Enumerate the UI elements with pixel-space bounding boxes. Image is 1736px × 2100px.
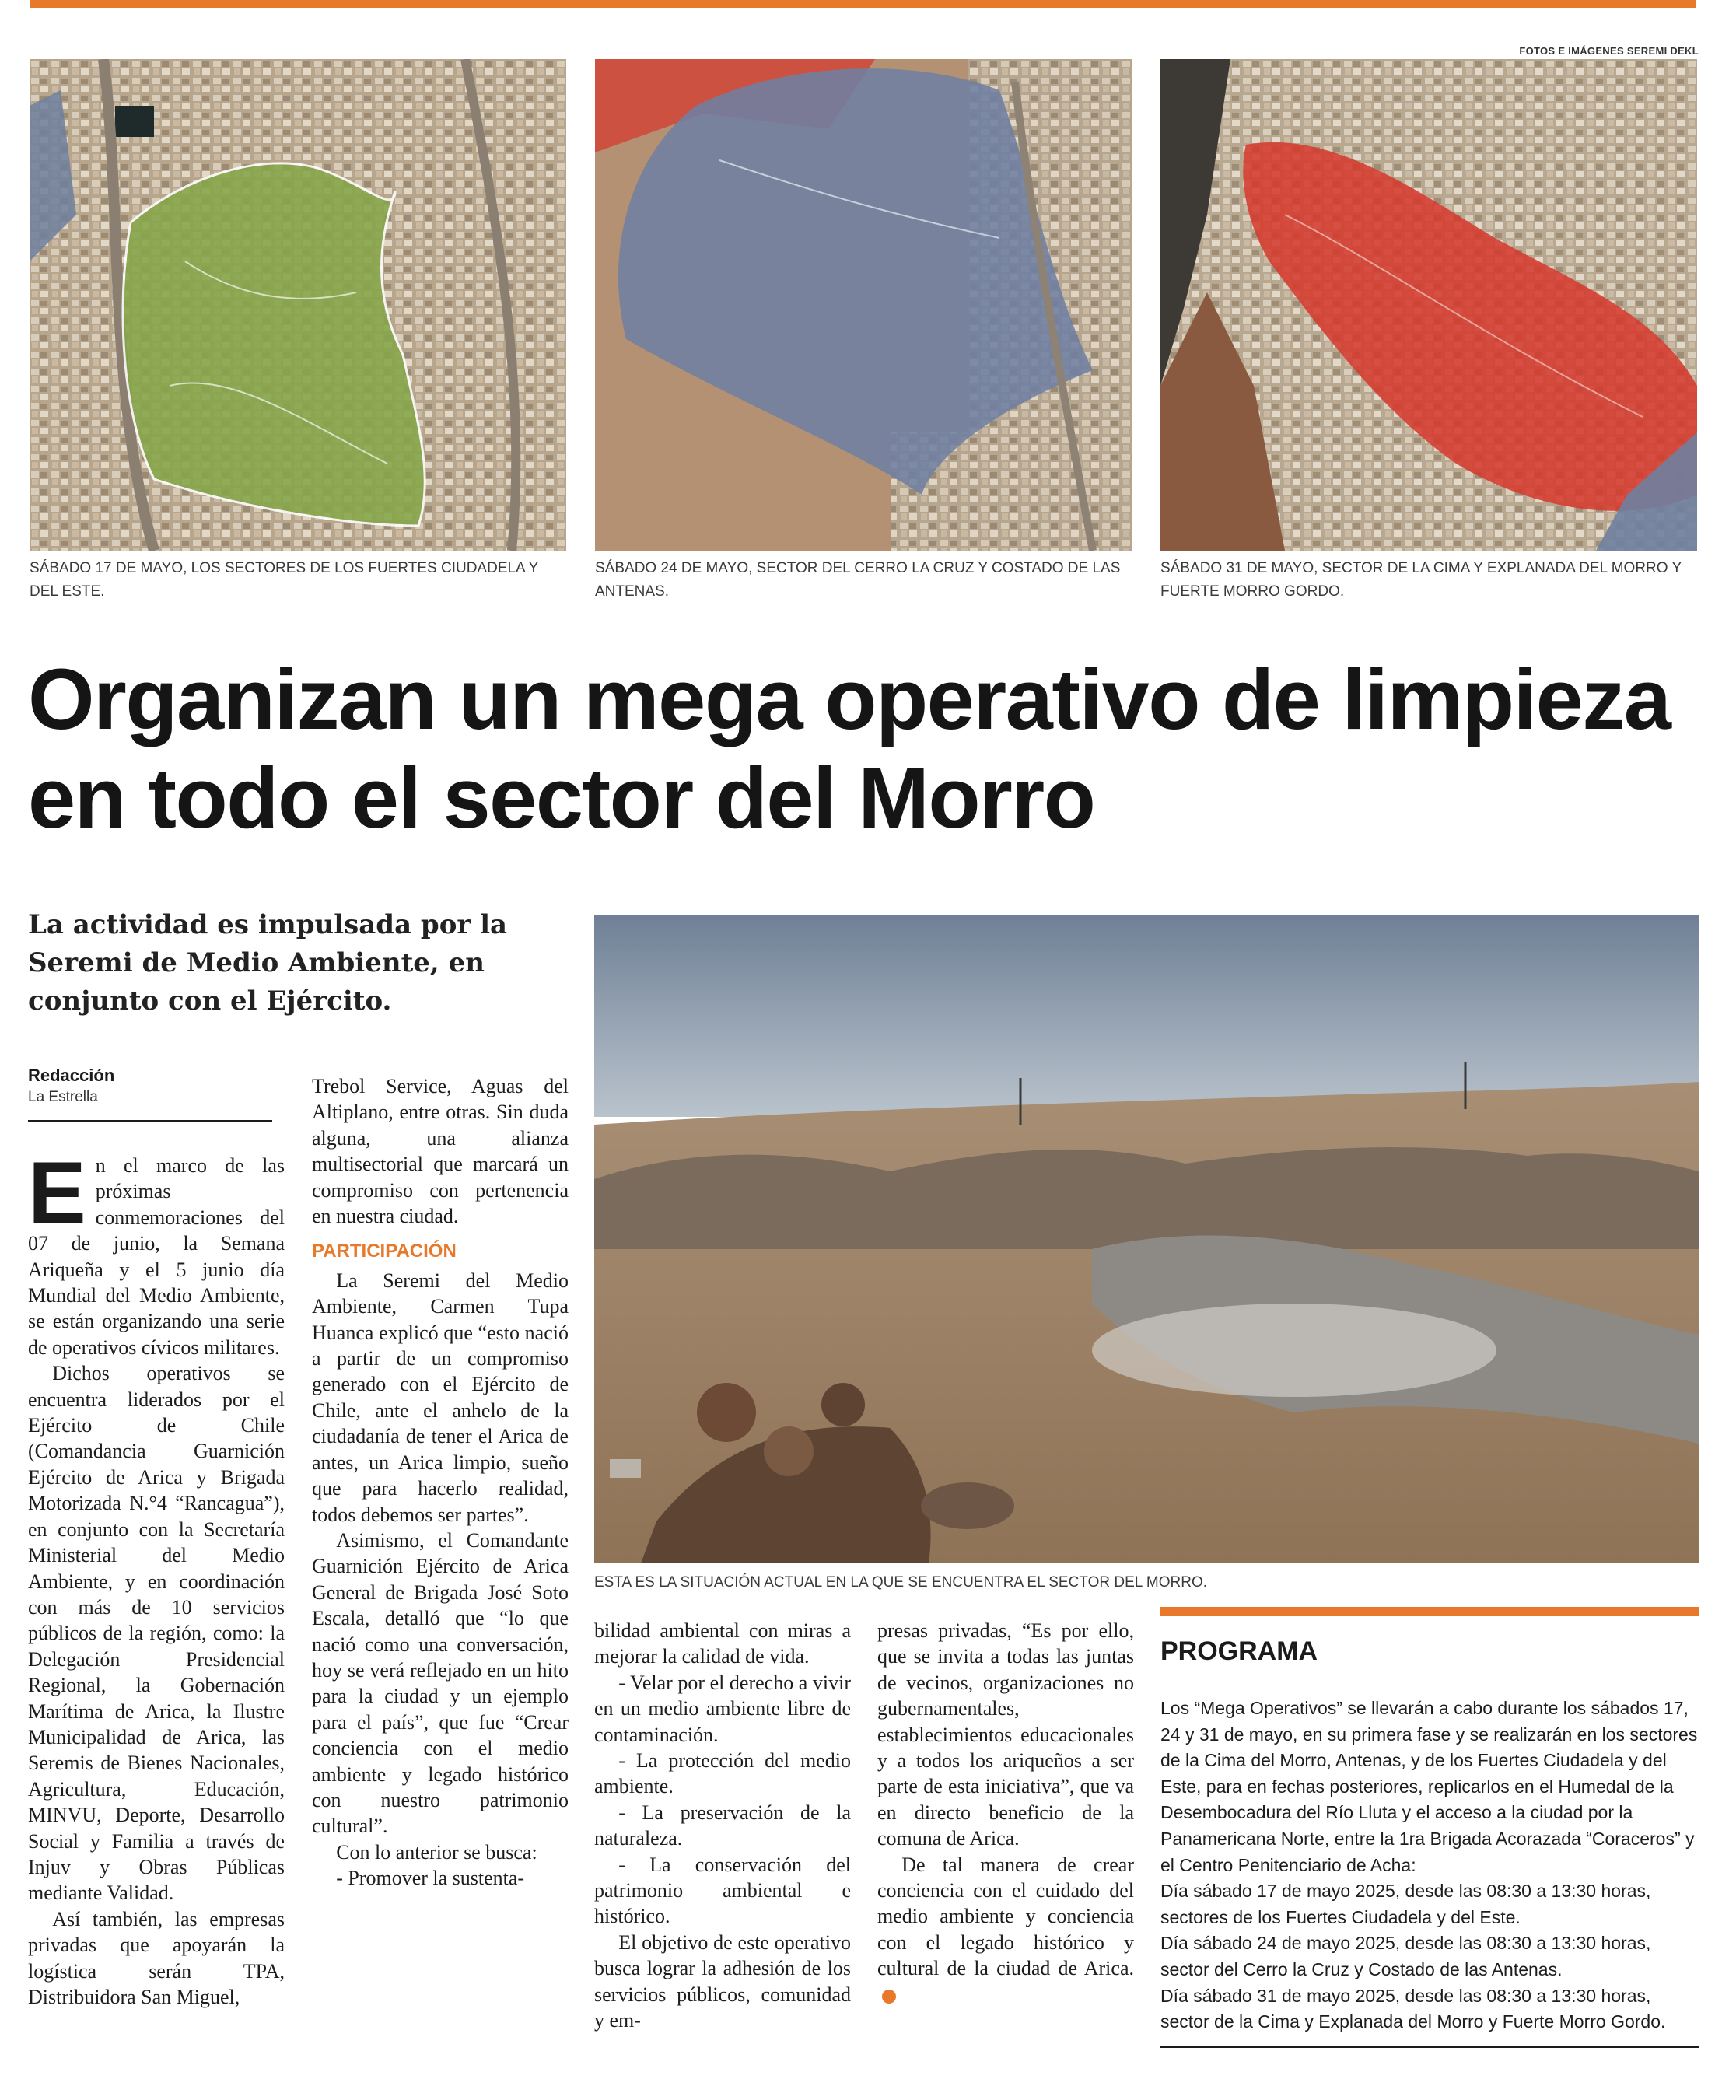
map-image-cima-morro (1160, 59, 1697, 551)
map-image-fuertes (30, 59, 566, 551)
drop-cap: E (28, 1144, 86, 1241)
paragraph: - Velar por el derecho a vivir en un medio ambiente libre de contaminación. (594, 1671, 851, 1746)
paragraph: - Promover la sustenta- (336, 1867, 525, 1890)
programa-item: Día sábado 31 de mayo 2025, desde las 08:30 a 13:30 horas, sector de la Cima y Explanada del Morro y Fuerte Morro Gordo. (1160, 1985, 1666, 2032)
programa-item: Día sábado 24 de mayo 2025, desde las 08:30 a 13:30 horas, sector del Cerro la Cruz y Costado de las Antenas. (1160, 1933, 1651, 1979)
paragraph: En el marco de las próximas conmemoraciones del 07 de junio, la Semana Ariqueña y el 5 junio día Mundial del Medio Ambiente, se están organizando una serie de operativos cívicos militares. (28, 1144, 285, 1359)
paragraph: presas privadas, “Es por ello, que se invita a todas las juntas de vecinos, organizaciones no gubernamentales, establecimientos educacionales y a todos los ariqueños a ser parte de esta iniciativa”, que va en directo beneficio de la comuna de Arica. (877, 1619, 1134, 1850)
programa-body (1160, 1696, 1699, 2048)
byline-divider (28, 1120, 272, 1122)
paragraph: El objetivo de este operativo busca lograr la adhesión de los servicios públicos, comunidad y em- (594, 1930, 851, 2032)
photo-morro-trash (594, 915, 1699, 1563)
programa-accent-bar (1160, 1607, 1699, 1616)
paragraph: De tal manera de crear conciencia con el cuidado del medio ambiente y conciencia con el legado histórico y cultural de la ciudad de Arica. (877, 1852, 1134, 2007)
map-caption-3: SÁBADO 31 DE MAYO, SECTOR DE LA CIMA Y EXPLANADA DEL MORRO Y FUERTE MORRO GORDO. (1160, 560, 1682, 600)
map-caption-2: SÁBADO 24 DE MAYO, SECTOR DEL CERRO LA CRUZ Y COSTADO DE LAS ANTENAS. (595, 560, 1121, 600)
map-caption-1: SÁBADO 17 DE MAYO, LOS SECTORES DE LOS FUERTES CIUDADELA Y DEL ESTE. (30, 560, 538, 600)
programa-item: Día sábado 17 de mayo 2025, desde las 08:30 a 13:30 horas, sectores de los Fuertes Ciudadela y del Este. (1160, 1881, 1651, 1927)
paragraph: Asimismo, el Comandante Guarnición Ejército de Arica General de Brigada José Soto Escala, detalló que “lo que nació como una conversación, hoy se verá reflejado en un hito para la ciudad y un ejemplo para el país”, que fue “Crear conciencia con el medio ambiente y legado histórico con nuestro patrimonio cultural”. (312, 1528, 569, 1838)
byline-name: Redacción (28, 1066, 115, 1085)
paragraph: - La preservación de la naturaleza. (594, 1801, 851, 1850)
paragraph: - La conservación del patrimonio ambiental e histórico. (594, 1853, 851, 1928)
top-accent-bar (30, 0, 1696, 8)
paragraph: Así también, las empresas privadas que apoyarán la logística serán TPA, Distribuidora San Miguel, (28, 1907, 285, 2008)
paragraph: - La protección del medio ambiente. (594, 1749, 851, 1798)
end-mark-icon (882, 1990, 896, 2004)
article-column-4 (877, 1618, 1134, 2007)
programa-bottom-rule (1160, 2046, 1699, 2048)
photo-caption: ESTA ES LA SITUACIÓN ACTUAL EN LA QUE SE ENCUENTRA EL SECTOR DEL MORRO. (594, 1574, 1207, 1591)
article-column-1 (28, 1144, 285, 2010)
deck-subtitle: La actividad es impulsada por la Seremi de Medio Ambiente, en conjunto con el Ejército. (28, 909, 508, 1017)
article-column-3 (594, 1618, 851, 2034)
headline: Organizan un mega operativo de limpieza en todo el sector del Morro (28, 652, 1671, 846)
byline-org: La Estrella (28, 1089, 98, 1105)
photo-credit: FOTOS E IMÁGENES SEREMI DEKL (1519, 45, 1699, 57)
paragraph: Trebol Service, Aguas del Altiplano, entre otras. Sin duda alguna, una alianza multisectorial que marcará un compromiso con pertenencia en nuestra ciudad. (312, 1075, 569, 1228)
programa-intro: Los “Mega Operativos” se llevarán a cabo durante los sábados 17, 24 y 31 de mayo, en su primera fase y se realizarán en los sectores de la Cima del Morro, Antenas, y de los Fuertes Ciudadela y del Este, para en fechas posteriores, replicarlos en el Humedal de la Desembocadura del Río Lluta y el acceso a la ciudad por la Panamericana Norte, entre la 1ra Brigada Acorazada “Coraceros” y el Centro Penitenciario de Acha: (1160, 1698, 1698, 1875)
paragraph: La Seremi del Medio Ambiente, Carmen Tupa Huanca explicó que “esto nació a partir de un compromiso generado con el Ejército de Chile, ante el anhelo de la ciudadanía de tener el Arica de antes, un Arica limpio, sueño que para hacerlo realidad, todos debemos ser partes”. (312, 1269, 569, 1526)
map-image-cerro-la-cruz (595, 59, 1132, 551)
paragraph: bilidad ambiental con miras a mejorar la calidad de vida. (594, 1619, 851, 1668)
paragraph: Dichos operativos se encuentra liderados por el Ejército de Chile (Comandancia Guarnición Ejército de Arica y Brigada Motorizada N.°4 “Rancagua”), en conjunto con la Secretaría Ministerial del Medio Ambiente, y en coordinación con más de 10 servicios públicos de la región, como: la Delegación Presidencial Regional, la Gobernación Marítima de Arica, la Ilustre Municipalidad de Arica, las Seremis de Bienes Nacionales, Agricultura, Educación, MINVU, Deporte, Desarrollo Social y Familia a través de Injuv y Obras Públicas mediante Validad. (28, 1362, 285, 1905)
programa-title: PROGRAMA (1160, 1636, 1318, 1666)
article-column-2 (312, 1073, 569, 1892)
paragraph: Con lo anterior se busca: (336, 1840, 537, 1864)
subhead-participacion: PARTICIPACIÓN (312, 1241, 457, 1262)
